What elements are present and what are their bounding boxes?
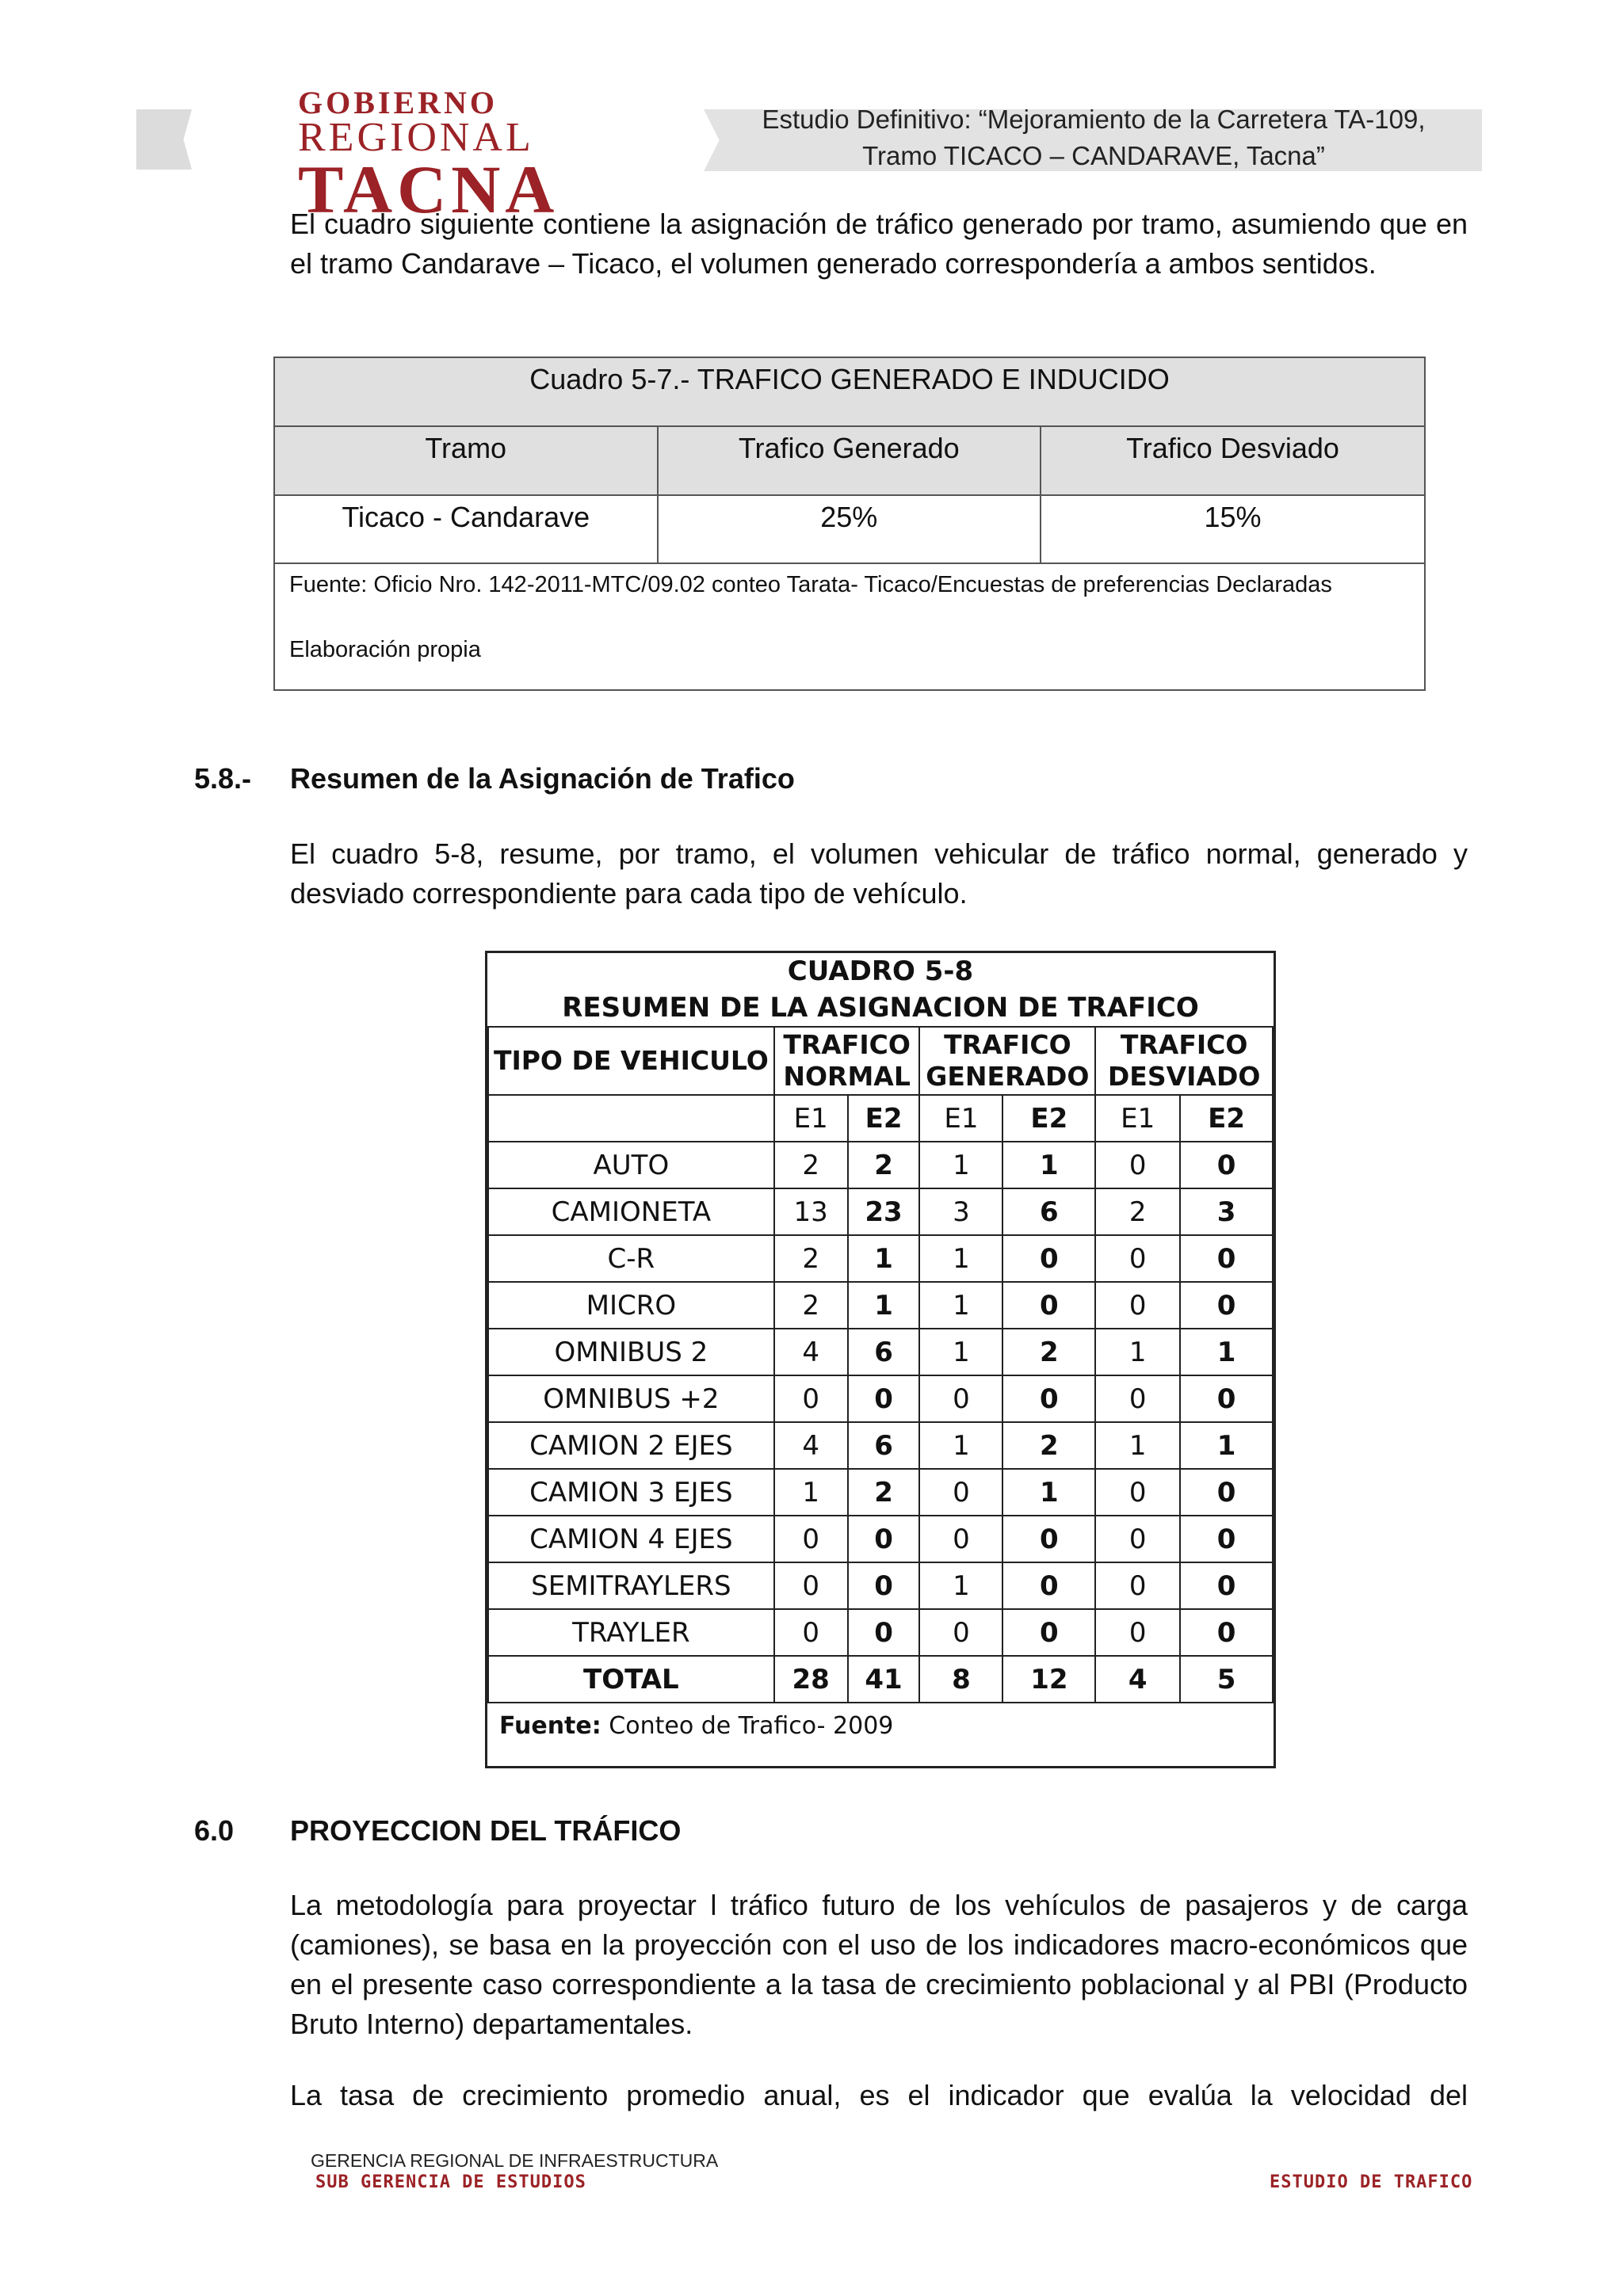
- table-5-8-value-cell: 2: [1002, 1422, 1095, 1469]
- table-5-8-grid: [487, 953, 1274, 1749]
- table-5-8-value-cell: 0: [774, 1516, 848, 1562]
- table-5-8-source-text: Conteo de Trafico- 2009: [601, 1712, 894, 1740]
- table-5-8-value-cell: 3: [919, 1188, 1002, 1235]
- table-5-8-vehicle-type: OMNIBUS +2: [488, 1375, 774, 1422]
- table-5-8-row: [488, 1562, 1273, 1609]
- table-5-8-value-cell: 6: [848, 1329, 920, 1375]
- table-5-8-subheader: E1: [1095, 1095, 1180, 1142]
- table-5-8-vehicle-type: C-R: [488, 1235, 774, 1282]
- table-5-8-value-cell: 0: [848, 1516, 920, 1562]
- table-5-8-header-desviado-line-2: DESVIADO: [1107, 1061, 1261, 1092]
- logo-line-2: REGIONAL: [298, 115, 534, 160]
- table-5-8-value-cell: 1: [919, 1142, 1002, 1188]
- table-5-7-header-desviado: Trafico Desviado: [1041, 426, 1425, 495]
- table-5-8-vehicle-type: CAMION 3 EJES: [488, 1469, 774, 1516]
- table-5-8-value-cell: 1: [919, 1422, 1002, 1469]
- table-5-8-value-cell: 0: [848, 1375, 920, 1422]
- intro-paragraph: El cuadro siguiente contiene la asignación de tráfico generado por tramo, asumiendo que en el tramo Candarave – Ticaco, el volumen generado correspondería a ambos sentidos.: [290, 208, 1468, 280]
- table-5-8-value-cell: 0: [1095, 1469, 1180, 1516]
- table-5-8-row: [488, 1235, 1273, 1282]
- table-5-8-value-cell: 0: [848, 1562, 920, 1609]
- table-5-8-value-cell: 2: [848, 1469, 920, 1516]
- table-5-8-total-label: TOTAL: [488, 1656, 774, 1703]
- table-5-8-value-cell: 1: [1180, 1422, 1273, 1469]
- gobierno-regional-tacna-logo: [298, 85, 615, 227]
- table-5-8-total-cell: 41: [848, 1656, 920, 1703]
- table-5-7-cell-tramo: Ticaco - Candarave: [274, 495, 658, 563]
- table-5-8-vehicle-type: SEMITRAYLERS: [488, 1562, 774, 1609]
- table-5-8-value-cell: 3: [1180, 1188, 1273, 1235]
- table-5-8-value-cell: 2: [1095, 1188, 1180, 1235]
- table-5-8-value-cell: 0: [919, 1375, 1002, 1422]
- table-5-8-value-cell: 0: [1180, 1282, 1273, 1329]
- table-5-8-header-normal-line-1: TRAFICO: [783, 1029, 911, 1060]
- table-5-8-total-cell: 28: [774, 1656, 848, 1703]
- table-5-8-row: [488, 1469, 1273, 1516]
- header-title-line-1: Estudio Definitivo: “Mejoramiento de la Carretera TA-109,: [762, 105, 1426, 134]
- table-5-7-header-generado: Trafico Generado: [658, 426, 1041, 495]
- section-6-0-paragraph-1: La metodología para proyectar l tráfico futuro de los vehículos de pasajeros y de carga (camiones), se basa en la proyección con el uso de los indicadores macro-económicos que en el presente caso correspondiente a la tasa de crecimiento poblacional y al PBI (Producto Bruto Interno) departamentales.: [290, 1889, 1468, 2040]
- table-5-8-header-desviado: [1095, 1027, 1273, 1095]
- table-5-8-value-cell: 0: [1180, 1235, 1273, 1282]
- table-5-8-subheader: E1: [774, 1095, 848, 1142]
- table-5-8-header-normal: [774, 1027, 920, 1095]
- table-5-8-row: [488, 1188, 1273, 1235]
- table-5-8-source-label: Fuente:: [499, 1712, 601, 1740]
- footer-organization: GERENCIA REGIONAL DE INFRAESTRUCTURA: [311, 2150, 719, 2171]
- table-5-8-subheader: E2: [848, 1095, 920, 1142]
- footer-sub-gerencia: SUB GERENCIA DE ESTUDIOS: [315, 2172, 586, 2192]
- section-6-0-title: PROYECCION DEL TRÁFICO: [290, 1814, 682, 1847]
- table-5-8-value-cell: 0: [1002, 1282, 1095, 1329]
- table-5-8-value-cell: 6: [848, 1422, 920, 1469]
- table-5-8-value-cell: 6: [1002, 1188, 1095, 1235]
- table-5-8-value-cell: 0: [1002, 1609, 1095, 1656]
- table-5-8-vehicle-type: OMNIBUS 2: [488, 1329, 774, 1375]
- table-5-8-row: [488, 1609, 1273, 1656]
- table-5-8-body: [488, 1142, 1273, 1656]
- table-5-8-vehicle-type: AUTO: [488, 1142, 774, 1188]
- table-5-8-value-cell: 0: [1095, 1609, 1180, 1656]
- table-5-8-value-cell: 0: [1002, 1562, 1095, 1609]
- table-5-8-header-generado-line-1: TRAFICO: [944, 1029, 1071, 1060]
- table-5-8-row: [488, 1282, 1273, 1329]
- header-band-left: [136, 109, 192, 170]
- table-5-8-row: [488, 1329, 1273, 1375]
- table-5-8-value-cell: 0: [1180, 1469, 1273, 1516]
- table-5-8-title-line-1: CUADRO 5-8: [787, 955, 974, 987]
- table-5-8-value-cell: 1: [1002, 1142, 1095, 1188]
- table-5-8-vehicle-type: CAMION 2 EJES: [488, 1422, 774, 1469]
- section-5-8-title: Resumen de la Asignación de Trafico: [290, 762, 795, 795]
- table-5-8-value-cell: 0: [1180, 1142, 1273, 1188]
- table-5-8-subheader: E1: [919, 1095, 1002, 1142]
- logo-line-1: GOBIERNO: [298, 85, 498, 120]
- table-5-8-total-row: [488, 1656, 1273, 1703]
- table-5-8-value-cell: 0: [1180, 1375, 1273, 1422]
- table-5-8-value-cell: 2: [848, 1142, 920, 1188]
- table-5-8-value-cell: 1: [1095, 1422, 1180, 1469]
- table-5-8-value-cell: 1: [848, 1235, 920, 1282]
- section-5-8-number: 5.8.-: [194, 762, 252, 795]
- table-5-8-value-cell: 1: [1095, 1329, 1180, 1375]
- table-5-8-value-cell: 0: [1095, 1375, 1180, 1422]
- table-5-8-total-cell: 5: [1180, 1656, 1273, 1703]
- table-5-8-value-cell: 4: [774, 1422, 848, 1469]
- table-5-7-elaboration: Elaboración propia: [289, 637, 481, 662]
- table-5-8-value-cell: 4: [774, 1329, 848, 1375]
- table-5-8-value-cell: 2: [774, 1142, 848, 1188]
- table-5-8-vehicle-type: TRAYLER: [488, 1609, 774, 1656]
- document-header-title: [713, 101, 1474, 174]
- table-5-8-row: [488, 1375, 1273, 1422]
- table-5-8-title: [488, 953, 1273, 1027]
- table-5-8-source: [488, 1703, 1273, 1749]
- table-5-7-source-cell: [274, 563, 1425, 690]
- table-5-8-value-cell: 1: [919, 1235, 1002, 1282]
- table-5-7-title: Cuadro 5-7.- TRAFICO GENERADO E INDUCIDO: [274, 357, 1425, 426]
- table-5-8-row: [488, 1422, 1273, 1469]
- header-title-line-2: Tramo TICACO – CANDARAVE, Tacna”: [862, 141, 1325, 170]
- table-5-8-value-cell: 1: [919, 1282, 1002, 1329]
- table-5-8-value-cell: 0: [1002, 1375, 1095, 1422]
- table-5-8-subheader: E2: [1180, 1095, 1273, 1142]
- table-5-8-header-vehicle: TIPO DE VEHICULO: [488, 1027, 774, 1095]
- table-5-8-value-cell: 0: [1095, 1235, 1180, 1282]
- table-5-8-value-cell: 0: [1095, 1562, 1180, 1609]
- table-5-7-cell-generado: 25%: [658, 495, 1041, 563]
- table-5-8-value-cell: 1: [774, 1469, 848, 1516]
- table-5-8-value-cell: 0: [774, 1609, 848, 1656]
- table-5-8-title-line-2: RESUMEN DE LA ASIGNACION DE TRAFICO: [562, 992, 1199, 1024]
- section-6-0-number: 6.0: [194, 1814, 235, 1847]
- table-5-8-row: [488, 1142, 1273, 1188]
- table-5-8-value-cell: 0: [919, 1609, 1002, 1656]
- table-5-8-subheader: E2: [1002, 1095, 1095, 1142]
- table-5-7: [273, 357, 1426, 691]
- table-5-8-value-cell: 1: [919, 1562, 1002, 1609]
- table-5-8-value-cell: 0: [1095, 1142, 1180, 1188]
- table-5-8-vehicle-type: CAMION 4 EJES: [488, 1516, 774, 1562]
- footer-study-name: ESTUDIO DE TRAFICO: [1270, 2172, 1473, 2192]
- table-5-8-value-cell: 0: [1002, 1516, 1095, 1562]
- table-5-8-value-cell: 0: [1180, 1516, 1273, 1562]
- section-6-0-paragraph-2: La tasa de crecimiento promedio anual, es el indicador que evalúa la velocidad del: [290, 2079, 1468, 2111]
- table-5-8-header-generado-line-2: GENERADO: [926, 1061, 1090, 1092]
- table-5-8-vehicle-type: MICRO: [488, 1282, 774, 1329]
- table-5-8-subheader-blank: [488, 1095, 774, 1142]
- table-5-8-value-cell: 2: [774, 1235, 848, 1282]
- table-5-8-header-desviado-line-1: TRAFICO: [1120, 1029, 1248, 1060]
- table-5-8-total-cell: 4: [1095, 1656, 1180, 1703]
- table-5-8-value-cell: 0: [1180, 1562, 1273, 1609]
- table-5-8-value-cell: 0: [1095, 1516, 1180, 1562]
- table-5-8-value-cell: 0: [1002, 1235, 1095, 1282]
- table-5-8-header-generado: [919, 1027, 1095, 1095]
- table-5-8-value-cell: 0: [919, 1516, 1002, 1562]
- table-5-8-value-cell: 1: [919, 1329, 1002, 1375]
- table-5-8: [485, 951, 1276, 1768]
- table-5-8-value-cell: 2: [1002, 1329, 1095, 1375]
- table-5-8-value-cell: 23: [848, 1188, 920, 1235]
- table-5-8-value-cell: 0: [848, 1609, 920, 1656]
- table-5-8-total-cell: 12: [1002, 1656, 1095, 1703]
- table-5-7-cell-desviado: 15%: [1041, 495, 1425, 563]
- table-5-8-row: [488, 1516, 1273, 1562]
- table-5-8-value-cell: 0: [774, 1562, 848, 1609]
- table-5-8-value-cell: 13: [774, 1188, 848, 1235]
- table-5-8-vehicle-type: CAMIONETA: [488, 1188, 774, 1235]
- table-5-8-value-cell: 1: [1002, 1469, 1095, 1516]
- table-5-8-value-cell: 0: [919, 1469, 1002, 1516]
- table-5-7-source: Fuente: Oficio Nro. 142-2011-MTC/09.02 conteo Tarata- Ticaco/Encuestas de preferencias Declaradas: [289, 572, 1332, 597]
- table-5-8-header-normal-line-2: NORMAL: [783, 1061, 911, 1092]
- section-5-8-paragraph: El cuadro 5-8, resume, por tramo, el volumen vehicular de tráfico normal, generado y desviado correspondiente para cada tipo de vehículo.: [290, 837, 1468, 910]
- table-5-8-value-cell: 1: [1180, 1329, 1273, 1375]
- table-5-8-value-cell: 1: [848, 1282, 920, 1329]
- table-5-8-total-cell: 8: [919, 1656, 1002, 1703]
- table-5-8-value-cell: 0: [1180, 1609, 1273, 1656]
- logo-line-3: TACNA: [298, 151, 559, 227]
- table-5-7-header-tramo: Tramo: [274, 426, 658, 495]
- table-5-8-value-cell: 2: [774, 1282, 848, 1329]
- table-5-8-value-cell: 0: [774, 1375, 848, 1422]
- table-5-8-value-cell: 0: [1095, 1282, 1180, 1329]
